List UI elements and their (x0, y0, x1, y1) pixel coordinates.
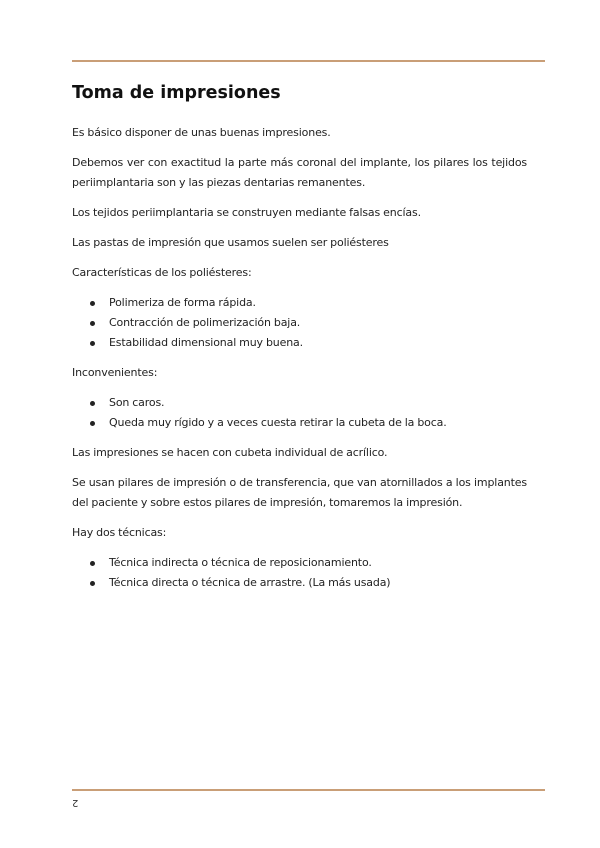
list-item (72, 313, 527, 333)
footer-divider (72, 789, 545, 791)
bullet-icon (90, 421, 95, 426)
paragraph-pastas: Las pastas de impresión que usamos suelen ser poliésteres (72, 236, 389, 249)
paragraph-intro: Es básico disponer de unas buenas impresiones. (72, 126, 331, 139)
list-item (72, 413, 527, 433)
paragraph-tejidos: Los tejidos periimplantaria se construyen mediante falsas encías. (72, 206, 421, 219)
bullet-icon (90, 301, 95, 306)
page-title: Toma de impresiones (72, 83, 281, 103)
list-item (72, 393, 527, 413)
paragraph-pilares: Se usan pilares de impresión o de transferencia, que van atornillados a los implantes del paciente y sobre estos pilares de impresión, tomaremos la impresión. (72, 476, 527, 509)
list-item-text: Estabilidad dimensional muy buena. (109, 336, 303, 349)
list-inconvenientes (72, 393, 527, 433)
paragraph-tecnicas: Hay dos técnicas: (72, 526, 167, 539)
bullet-icon (90, 321, 95, 326)
header-divider (72, 60, 545, 62)
page-number: 2 (72, 797, 79, 808)
bullet-icon (90, 341, 95, 346)
list-item-text: Técnica directa o técnica de arrastre. (La más usada) (109, 576, 391, 589)
list-item-text: Técnica indirecta o técnica de reposicionamiento. (109, 556, 372, 569)
list-item-text: Contracción de polimerización baja. (109, 316, 301, 329)
list-item-text: Son caros. (109, 396, 165, 409)
paragraph-inconvenientes: Inconvenientes: (72, 366, 158, 379)
paragraph-cubeta: Las impresiones se hacen con cubeta individual de acrílico. (72, 446, 388, 459)
list-item (72, 553, 527, 573)
bullet-icon (90, 581, 95, 586)
paragraph-caracteristicas: Características de los poliésteres: (72, 266, 252, 279)
list-item-text: Polimeriza de forma rápida. (109, 296, 256, 309)
list-item (72, 293, 527, 313)
paragraph-coronal: Debemos ver con exactitud la parte más coronal del implante, los pilares los tejidos periimplantaria son y las piezas dentarias remanentes. (72, 156, 527, 189)
list-item (72, 333, 527, 353)
list-tecnicas (72, 553, 527, 593)
bullet-icon (90, 401, 95, 406)
list-item-text: Queda muy rígido y a veces cuesta retirar la cubeta de la boca. (109, 416, 447, 429)
bullet-icon (90, 561, 95, 566)
page-content (72, 80, 527, 603)
list-poliesteres (72, 293, 527, 353)
list-item (72, 573, 527, 593)
